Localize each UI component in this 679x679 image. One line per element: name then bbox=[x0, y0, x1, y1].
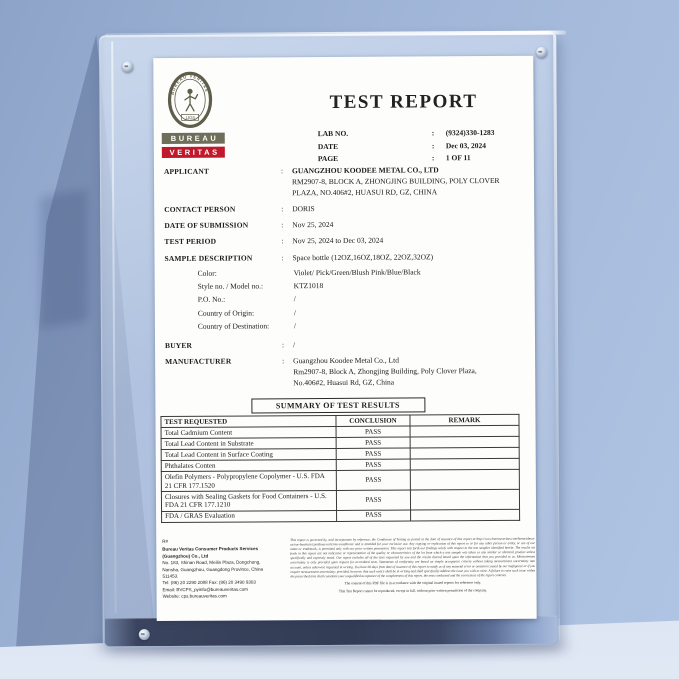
meta-label: LAB NO. bbox=[317, 128, 349, 139]
footer-address-block bbox=[162, 538, 291, 641]
field-label: APPLICANT bbox=[163, 166, 210, 177]
acrylic-edge-highlight bbox=[111, 41, 116, 613]
field-value-line: Rm2907-8, Block A, Zhongjing Building, Poly Clover Plaza, bbox=[293, 365, 477, 376]
field-value-line: Nov 25, 2024 to Dec 03, 2024 bbox=[292, 236, 384, 246]
field-buyer bbox=[165, 338, 535, 351]
conclusion-cell: PASS bbox=[336, 426, 410, 437]
test-cell: Total Lead Content in Surface Coating bbox=[161, 449, 336, 461]
title-block bbox=[253, 69, 534, 167]
standoff-screw-icon bbox=[536, 47, 547, 58]
sub-label: Country of Destination: bbox=[197, 321, 270, 331]
report-footer bbox=[162, 537, 536, 641]
field-value bbox=[293, 338, 535, 350]
remark-cell bbox=[411, 509, 520, 521]
remark-cell bbox=[410, 426, 519, 438]
field-colon: : bbox=[281, 253, 284, 263]
field-colon: : bbox=[281, 236, 284, 246]
meta-value: (9324)330-1283 bbox=[445, 127, 495, 138]
brand-veritas-bar: VERITAS bbox=[162, 146, 225, 157]
meta-colon: : bbox=[431, 128, 435, 138]
test-cell: FDA / GRAS Evaluation bbox=[162, 510, 337, 522]
conclusion-cell: PASS bbox=[336, 459, 410, 470]
field-colon: : bbox=[281, 339, 285, 349]
report-header bbox=[153, 56, 534, 167]
meta-label: PAGE bbox=[317, 153, 339, 164]
footer-disclaimer-block bbox=[290, 535, 679, 640]
table-header-cell: REMARK bbox=[410, 415, 519, 427]
conclusion-cell: PASS bbox=[336, 490, 410, 510]
summary-title: SUMMARY OF TEST RESULTS bbox=[251, 398, 425, 414]
meta-label: DATE bbox=[317, 141, 339, 151]
standoff-screw-icon bbox=[139, 629, 150, 640]
field-sample-description bbox=[164, 252, 534, 265]
footer-rev: R# bbox=[162, 539, 169, 544]
logo-emblem-icon bbox=[166, 71, 213, 129]
sub-value: / bbox=[293, 294, 296, 304]
table-row bbox=[161, 470, 519, 492]
meta-value: Dec 03, 2024 bbox=[445, 140, 487, 150]
summary-title-wrap bbox=[160, 394, 515, 414]
field-value bbox=[292, 235, 534, 247]
sub-field-country-of-destination bbox=[198, 321, 535, 332]
test-report-document bbox=[153, 56, 536, 621]
conclusion-cell: PASS bbox=[336, 437, 410, 448]
field-value-line: DORIS bbox=[292, 203, 315, 214]
field-label: BUYER bbox=[165, 340, 193, 350]
field-value bbox=[292, 219, 534, 231]
footer-note: The content of this PDF file is in accordance with the original issued reports for reference only. bbox=[344, 580, 482, 586]
field-label: TEST PERIOD bbox=[164, 237, 217, 247]
field-value-line: Space bottle (12OZ,16OZ,18OZ, 22OZ,32OZ) bbox=[292, 252, 434, 263]
footer-address-line: Email: BVCPS_pyinfo@bureauveritas.com bbox=[162, 587, 248, 593]
field-label: DATE OF SUBMISSION bbox=[164, 220, 249, 231]
table-header-cell: CONCLUSION bbox=[336, 415, 410, 426]
field-manufacturer bbox=[165, 355, 535, 390]
field-value bbox=[292, 252, 534, 264]
sub-value: / bbox=[293, 321, 297, 331]
field-value bbox=[292, 165, 534, 199]
footer-note: This Test Report cannot be reproduced, except in full, without prior written permission of the company. bbox=[338, 588, 487, 594]
test-cell: Total Cadmium Content bbox=[161, 427, 336, 439]
sub-label: P.O. No.: bbox=[197, 295, 226, 305]
remark-cell bbox=[410, 470, 519, 490]
field-value bbox=[293, 355, 535, 389]
bureau-veritas-logo bbox=[153, 70, 254, 167]
table-header-cell: TEST REQUESTED bbox=[161, 416, 336, 428]
field-label: CONTACT PERSON bbox=[164, 204, 236, 214]
field-colon: : bbox=[281, 220, 284, 230]
sub-label: Country of Origin: bbox=[197, 308, 255, 318]
remark-cell bbox=[410, 448, 519, 460]
field-colon: : bbox=[282, 356, 285, 366]
sub-field-color bbox=[198, 268, 535, 279]
field-value-line: PLAZA, NO.406#2, HUASUI RD, GZ, CHINA bbox=[292, 186, 438, 197]
sub-field-style-no bbox=[198, 281, 535, 292]
sub-value: Violet/ Pick/Green/Blush Pink/Blue/Black bbox=[293, 267, 421, 278]
standoff-screw-icon bbox=[122, 61, 133, 72]
conclusion-cell: PASS bbox=[337, 510, 411, 521]
field-applicant bbox=[164, 165, 534, 200]
report-title: TEST REPORT bbox=[329, 91, 478, 113]
sub-label: Color: bbox=[197, 268, 217, 278]
field-value-line: Nov 25, 2024 bbox=[292, 220, 334, 230]
field-value-line: / bbox=[292, 339, 296, 349]
field-colon: : bbox=[281, 204, 284, 214]
frame-cast-shadow-notch bbox=[40, 189, 88, 329]
field-value-line: RM2907-8, BLOCK A, ZHONGJING BUILDING, POLY CLOVER bbox=[292, 175, 500, 187]
field-date-of-submission bbox=[164, 219, 534, 232]
footer-address-line: Website: cps.bureauveritas.com bbox=[162, 594, 227, 599]
footer-address-line: Nansha, Guangzhou, Guangdong Province, China bbox=[162, 566, 264, 573]
field-test-period bbox=[164, 235, 534, 248]
sub-label: Style no. / Model no.: bbox=[197, 281, 264, 292]
remark-cell bbox=[410, 437, 519, 449]
footer-address bbox=[162, 538, 290, 600]
conclusion-cell: PASS bbox=[336, 448, 410, 459]
field-contact-person bbox=[164, 203, 534, 216]
test-cell: Olefin Polymers - Polypropylene Copolymer - U.S. FDA 21 CFR 177.1520 bbox=[161, 471, 336, 492]
footer-disclaimer: This report is governed by, and incorporates by reference, the Conditions of Testing as posted at the date of issuance of this report at http://www.bureauveritas.com/home/about-us/our-business/cps/about-us/terms-conditions/ and is intended for your exclusive use. Any copying or replication of this report to or for any other person or entity, or use of our name or trademark, is permitted only with our prior written permission. This report sets forth our findings solely with respect to the test samples identified herein. The results set forth in this report are not indicative or representative of the quality or characteristics of the lot from which a test sample was taken or any similar or identical product unless specifically and expressly noted. Our report includes all of the tests requested by you and the results thereof based upon the information that you provided to us. Measurement uncertainty is only provided upon request for accredited tests. Statements of conformity are based on simple acceptance criteria without taking measurement uncertainty into account, unless otherwise requested in writing. You have 60 days from date of issuance of this report to notify us of any material error or omission caused by our negligence or if you require measurement uncertainty; provided, however, that such notice shall be in writing and shall specifically address the issue you wish to raise. A failure to raise such issue within the prescribed time shall constitute your unqualified acceptance of the completeness of this report, the tests conducted and the correctness of the report contents. bbox=[290, 537, 536, 579]
footer-address-line: Bureau Veritas Consumer Products Services bbox=[162, 546, 259, 552]
sub-field-po-no bbox=[198, 294, 535, 305]
results-table bbox=[160, 414, 520, 523]
meta-colon: : bbox=[431, 140, 435, 150]
report-meta bbox=[318, 127, 534, 166]
footer-address-line: (Guangzhou) Co., Ltd bbox=[162, 553, 209, 559]
footer-address-line: Tel: (86) 20 2290 2088 Fax: (86) 20 3490 9303 bbox=[162, 580, 256, 586]
logo-year: 1828 bbox=[185, 115, 195, 121]
sub-field-country-of-origin bbox=[198, 307, 535, 318]
remark-cell bbox=[410, 489, 519, 509]
conclusion-cell: PASS bbox=[336, 470, 410, 490]
sub-value: / bbox=[293, 307, 296, 317]
logo-arc-text: BUREAU VERITAS bbox=[169, 73, 210, 96]
sub-value: KTZ1018 bbox=[293, 281, 324, 291]
field-value-line: GUANGZHOU KOODEE METAL CO., LTD bbox=[291, 165, 439, 176]
meta-colon: : bbox=[431, 153, 435, 163]
field-value-line: Guangzhou Koodee Metal Co., Ltd bbox=[293, 355, 399, 366]
footer-disclaimer-scale bbox=[290, 537, 535, 596]
field-colon: : bbox=[280, 166, 284, 176]
field-label: MANUFACTURER bbox=[165, 356, 232, 366]
test-cell: Total Lead Content in Substrate bbox=[161, 438, 336, 450]
footer-address-line: 511453. bbox=[162, 574, 179, 579]
field-label: SAMPLE DESCRIPTION bbox=[164, 253, 253, 263]
acrylic-frame bbox=[99, 33, 560, 648]
remark-cell bbox=[410, 459, 519, 471]
table-row bbox=[162, 509, 520, 522]
sample-sub-fields bbox=[155, 268, 535, 332]
table-row bbox=[161, 489, 519, 511]
brand-bureau-bar: BUREAU bbox=[162, 133, 225, 144]
footer-address-line: No. 183, Shinan Road, Meilin Plaza, Dongchong, bbox=[162, 560, 261, 566]
test-cell: Closures with Sealing Gaskets for Food Containers - U.S. FDA 21 CFR 177.1210 bbox=[161, 490, 336, 511]
test-cell: Phthalates Conten bbox=[161, 460, 336, 472]
field-value-line: No.406#2, Huasui Rd, GZ, China bbox=[293, 377, 395, 387]
meta-row-page bbox=[318, 152, 534, 166]
report-fields bbox=[154, 165, 535, 390]
meta-value: 1 OF 11 bbox=[445, 153, 471, 163]
field-value bbox=[292, 203, 534, 215]
